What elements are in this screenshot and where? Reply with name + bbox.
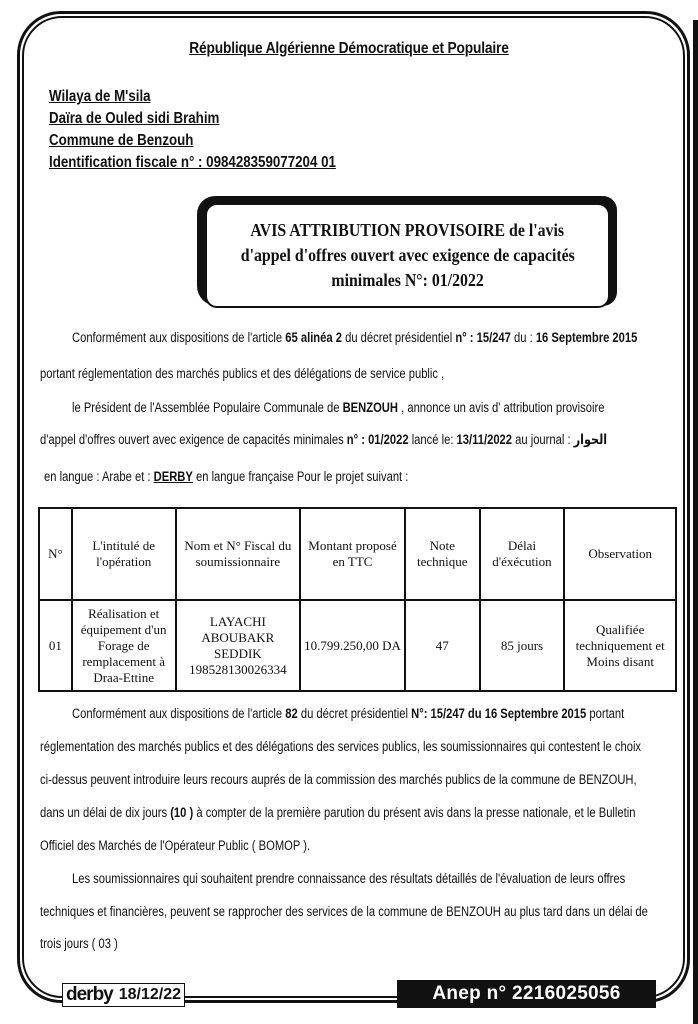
anep-number: Anep n° 2216025056 bbox=[397, 980, 656, 1008]
intro-paragraph-line bbox=[72, 399, 603, 417]
body-paragraph-line: ci-dessus peuvent introduire leurs recours auprés de la commission des marchés publics de la commune de BENZOUH, bbox=[40, 772, 637, 787]
republic-title: République Algérienne Démocratique et Populaire bbox=[189, 40, 509, 57]
col-header-bidder: Nom et N° Fiscal du soumissionnaire bbox=[176, 508, 301, 600]
derby-logo: derby bbox=[66, 984, 113, 1005]
text-run: du : bbox=[510, 330, 536, 345]
notice-title-line: d'appel d'offres ouvert avec exigence de capacités bbox=[240, 245, 575, 265]
launch-date: 13/11/2022 bbox=[456, 432, 513, 447]
results-table bbox=[38, 507, 677, 692]
text-run: en langue française Pour le projet suivant : bbox=[192, 469, 409, 484]
bidder-fiscal-number: 198528130026334 bbox=[189, 661, 287, 677]
text-run: d'appel d'offres ouvert avec exigence de capacités minimales bbox=[40, 432, 347, 447]
commune-name: BENZOUH bbox=[342, 400, 398, 415]
address-commune: Commune de Benzouh bbox=[49, 132, 194, 149]
cell-bidder bbox=[176, 600, 301, 691]
text-run: , annonce un avis d' attribution provisoire bbox=[397, 400, 605, 415]
col-header-technical-score: Note technique bbox=[405, 508, 480, 600]
table-header-row bbox=[39, 508, 676, 600]
text-run: (10 ) bbox=[170, 805, 194, 820]
bidder-name: LAYACHI ABOUBAKR SEDDIK bbox=[201, 613, 275, 661]
text-run: portant bbox=[586, 706, 625, 721]
text-run: 82 bbox=[285, 706, 298, 721]
cell-technical-score: 47 bbox=[405, 600, 480, 691]
address-fiscal-id: Identification fiscale n° : 098428359077204 01 bbox=[49, 154, 336, 171]
col-header-number: N° bbox=[39, 508, 72, 600]
text-run: lancé le: bbox=[408, 432, 457, 447]
cell-amount: 10.799.250,00 DA bbox=[300, 600, 405, 691]
text-run: Conformément aux dispositions de l'article bbox=[72, 330, 286, 345]
body-paragraph-line: techniques et financières, peuvent se rapprocher des services de la commune de BENZOUH au plus tard dans un délai de bbox=[40, 904, 648, 919]
text-run: n° : 01/2022 bbox=[346, 432, 409, 447]
text-run: au journal : bbox=[512, 432, 574, 447]
text-run: Conformément aux dispositions de l'article bbox=[72, 706, 286, 721]
intro-paragraph-line bbox=[40, 431, 608, 449]
address-wilaya: Wilaya de M'sila bbox=[49, 88, 151, 105]
journal-arabic: الحوار bbox=[573, 432, 608, 448]
intro-paragraph-line: portant réglementation des marchés publics et des délégations de service public , bbox=[40, 366, 445, 381]
text-run: du décret présidentiel bbox=[341, 330, 456, 345]
text-run: en langue : Arabe et : bbox=[44, 469, 154, 484]
text-run: N°: 15/247 du 16 Septembre 2015 bbox=[411, 706, 587, 721]
scan-edge bbox=[693, 20, 698, 1024]
table-row bbox=[39, 600, 676, 691]
newspaper-stamp bbox=[62, 983, 185, 1007]
text-run: n° : 15/247 bbox=[455, 330, 511, 345]
body-paragraph-line: réglementation des marchés publics et des délégations des services publics, les soumissionnaires qui contestent le choix bbox=[40, 739, 642, 754]
notice-title-box bbox=[205, 203, 610, 308]
cell-delay: 85 jours bbox=[480, 600, 565, 691]
address-block bbox=[49, 86, 336, 174]
body-paragraph-line: Les soumissionnaires qui souhaitent prendre connaissance des résultats détaillés de l'évaluation de leurs offres bbox=[72, 871, 626, 886]
cell-operation: Réalisation et équipement d'un Forage de remplacement à Draa-Ettine bbox=[72, 600, 176, 691]
text-run: le Président de l'Assemblée Populaire Communale de bbox=[72, 400, 343, 415]
notice-title-line: AVIS ATTRIBUTION PROVISOIRE de l'avis bbox=[250, 220, 565, 240]
journal-french: DERBY bbox=[153, 469, 193, 484]
col-header-operation: L'intitulé de l'opération bbox=[72, 508, 176, 600]
text-run: dans un délai de dix jours bbox=[40, 805, 171, 820]
intro-paragraph-line bbox=[44, 468, 575, 486]
body-paragraph-line bbox=[72, 705, 625, 723]
cell-observation: Qualifiée techniquement et Moins disant bbox=[564, 600, 676, 691]
notice-title-line: minimales N°: 01/2022 bbox=[331, 270, 484, 290]
col-header-observation: Observation bbox=[564, 508, 676, 600]
col-header-amount: Montant proposé en TTC bbox=[300, 508, 405, 600]
cell-number: 01 bbox=[39, 600, 72, 691]
text-run: 65 alinéa 2 bbox=[285, 330, 342, 345]
text-run: du décret présidentiel bbox=[297, 706, 412, 721]
text-run: 16 Septembre 2015 bbox=[535, 330, 638, 345]
body-paragraph-line bbox=[40, 804, 636, 822]
body-paragraph-line: trois jours ( 03 ) bbox=[40, 936, 118, 951]
col-header-delay: Délai d'éxécution bbox=[480, 508, 565, 600]
text-run: à compter de la première parution du présent avis dans la presse nationale, et le Bulletin bbox=[193, 805, 636, 820]
address-daira: Daïra de Ouled sidi Brahim bbox=[49, 110, 220, 127]
intro-paragraph-line bbox=[72, 329, 638, 347]
body-paragraph-line: Officiel des Marchés de l'Opérateur Public ( BOMOP ). bbox=[40, 838, 311, 853]
publication-date: 18/12/22 bbox=[118, 986, 182, 1003]
